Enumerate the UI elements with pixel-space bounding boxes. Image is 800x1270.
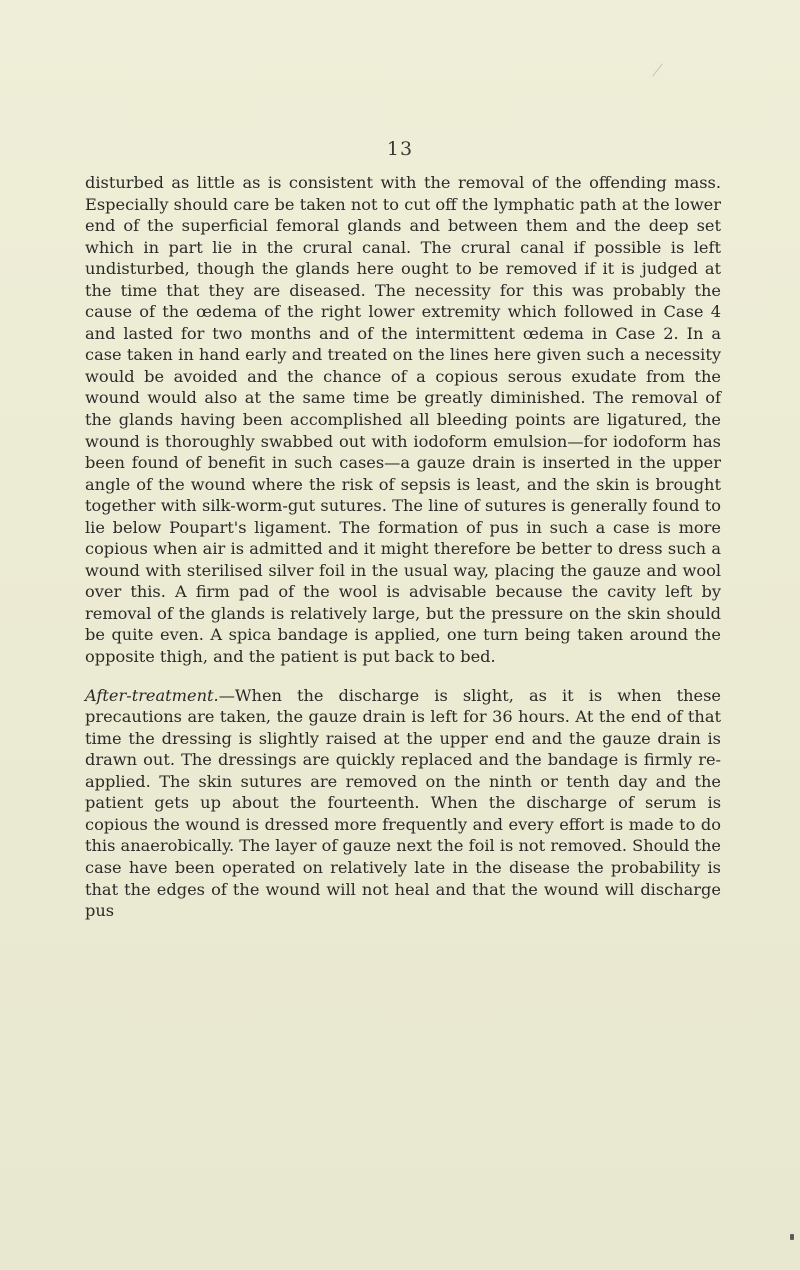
paper-mark bbox=[652, 63, 663, 76]
body-text bbox=[85, 172, 721, 922]
paragraph-1-text: disturbed as little as is consistent with the removal of the offending mass. Especially should care be taken not to cut off the lymphatic path at the lower end of the superficial femoral glands and between them and the deep set which in part lie in the crural canal. The crural canal if possible is left undisturbed, though the glands here ought to be removed if it is judged at the time that they are diseased. The necessity for this was probably the cause of the œdema of the right lower extremity which followed in Case 4 and lasted for two months and of the intermittent œdema in Case 2. In a case taken in hand early and treated on the lines here given such a necessity would be avoided and the chance of a copious serous exudate from the wound would also at the same time be greatly diminished. The removal of the glands having been accomplished all bleeding points are ligatured, the wound is thoroughly swabbed out with iodoform emulsion—for iodoform has been found of benefit in such cases—a gauze drain is inserted in the upper angle of the wound where the risk of sepsis is least, and the skin is brought together with silk-worm-gut sutures. The line of sutures is generally found to lie below Poupart's ligament. The formation of pus in such a case is more copious when air is admitted and it might therefore be better to dress such a wound with sterilised silver foil in the usual way, placing the gauze and wool over this. A firm pad of the wool is advisable because the cavity left by removal of the glands is relatively large, but the pressure on the skin should be quite even. A spica bandage is applied, one turn being taken around the opposite thigh, and the patient is put back to bed. bbox=[85, 173, 721, 667]
page-number: 13 bbox=[386, 138, 414, 160]
paragraph-1 bbox=[85, 172, 721, 668]
paragraph-2-text: —When the discharge is slight, as it is when these precautions are taken, the gauze drain is left for 36 hours. At the end of that time the dressing is slightly raised at the upper end and the gauze drain is drawn out. The dressings are quickly replaced and the bandage is firmly re-applied. The skin sutures are removed on the ninth or tenth day and the patient gets up about the fourteenth. When the discharge of serum is copious the wound is dressed more frequently and every effort is made to do this anaerobically. The layer of gauze next the foil is not removed. Should the case have been operated on relatively late in the disease the probability is that the edges of the wound will not heal and that the wound will discharge pus bbox=[85, 685, 722, 921]
paragraph-2-heading: After-treatment. bbox=[85, 685, 219, 705]
edge-mark bbox=[790, 1234, 794, 1240]
paragraph-2 bbox=[85, 685, 721, 922]
